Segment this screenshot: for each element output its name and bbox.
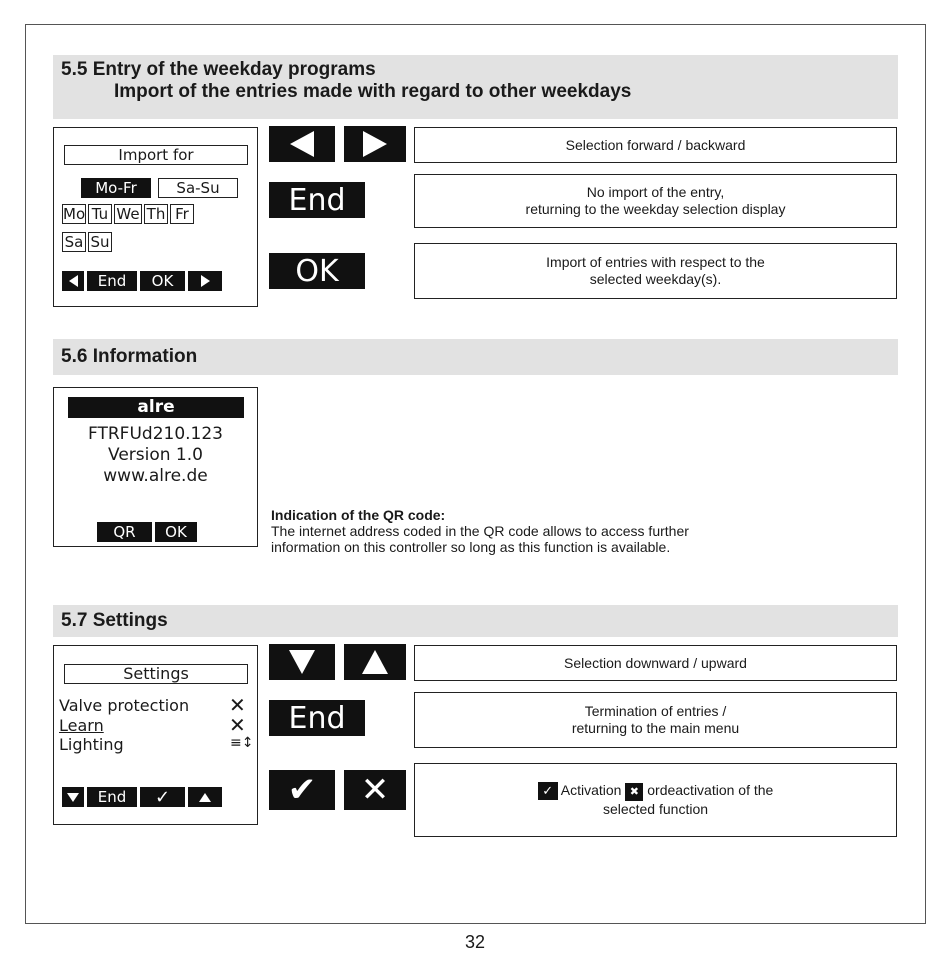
section-5-6-heading [53,339,898,375]
lcd-header: Settings [64,664,248,684]
arrow-left-icon [290,131,314,157]
desc-text-line2: returning to the main menu [571,720,740,736]
deactivation-text: ordeactivation of the [647,782,774,798]
triangle-down-icon [67,793,79,802]
desc-text-line2: selected weekday(s). [589,271,722,287]
softkey-ok[interactable]: OK [140,271,185,291]
softkey-up[interactable] [188,787,222,807]
section-title-line1: 5.5 Entry of the weekday programs [61,59,376,80]
valve-protection-item[interactable]: Valve protection [59,696,190,715]
qr-text-line1: The internet address coded in the QR code allows to access further [271,523,689,539]
desc-selection-downward [414,645,897,681]
model-number: FTRFUd210.123 [88,424,223,444]
cross-icon: ✖ [625,783,643,801]
softkey-down[interactable] [62,787,84,807]
desc-termination [414,692,897,748]
lighting-item[interactable]: Lighting [59,735,124,754]
section-title-line2: Import of the entries made with regard to other weekdays [114,81,632,102]
import-lcd-screen [53,127,258,307]
down-arrow-key[interactable] [269,644,335,680]
left-arrow-key[interactable] [269,126,335,162]
section-title: 5.6 Information [61,346,198,367]
check-icon: ✔ [287,770,317,810]
learn-item[interactable]: Learn [59,716,104,735]
softkey-ok[interactable]: OK [155,522,197,542]
website-url: www.alre.de [103,466,208,486]
arrow-down-icon [289,650,315,674]
option-sa-su[interactable]: Sa-Su [158,178,238,198]
softkey-check[interactable] [140,787,185,807]
section-title: 5.7 Settings [61,610,168,631]
desc-no-import [414,174,897,228]
softkey-end[interactable]: End [87,271,137,291]
lcd-softkey-bar [62,271,222,291]
day-sa[interactable]: Sa [62,232,86,252]
day-su[interactable]: Su [88,232,112,252]
softkey-qr[interactable]: QR [97,522,152,542]
arrow-up-icon [362,650,388,674]
softkey-right[interactable] [188,271,222,291]
version-text: Version 1.0 [108,445,203,465]
cross-icon: ✕ [229,713,246,737]
arrow-right-icon [363,131,387,157]
desc-text: Selection downward / upward [564,654,747,671]
end-key[interactable]: End [269,700,365,736]
desc-text-line1: Termination of entries / [584,703,727,719]
settings-lcd-screen [53,645,258,825]
check-key[interactable] [269,770,335,810]
triangle-up-icon [199,793,211,802]
option-mo-fr[interactable]: Mo-Fr [81,178,151,198]
softkey-end[interactable]: End [87,787,137,807]
qr-info-block [271,507,689,555]
day-tu[interactable]: Tu [88,204,112,224]
desc-text-line1: Import of entries with respect to the [546,254,765,270]
triangle-left-icon [69,275,78,287]
adjust-icon: ≡↕ [230,735,254,751]
desc-activation [414,763,897,837]
right-arrow-key[interactable] [344,126,406,162]
desc-import-entries [414,243,897,299]
section-5-5-heading [53,55,898,119]
desc-text-line1: No import of the entry, [586,184,725,200]
lcd-softkey-bar [97,522,197,542]
lcd-header: Import for [64,145,248,165]
cross-key[interactable] [344,770,406,810]
check-icon: ✓ [154,786,171,808]
softkey-left[interactable] [62,271,84,291]
qr-heading: Indication of the QR code: [271,507,446,523]
day-fr[interactable]: Fr [170,204,194,224]
activation-text: Activation [560,782,622,798]
desc-selection-forward [414,127,897,163]
qr-text-line2: information on this controller so long as this function is available. [271,539,671,555]
ok-key[interactable]: OK [269,253,365,289]
desc-text: Selection forward / backward [565,136,746,153]
cross-icon: ✕ [229,693,246,717]
page-number: 32 [464,932,486,952]
brand-logo: alre [68,397,244,418]
lcd-softkey-bar [62,787,222,807]
cross-icon: ✕ [360,770,390,810]
day-mo[interactable]: Mo [63,205,86,223]
desc-text-line2: selected function [602,801,709,817]
up-arrow-key[interactable] [344,644,406,680]
day-th[interactable]: Th [144,204,168,224]
triangle-right-icon [201,275,210,287]
day-we[interactable]: We [114,204,142,224]
check-icon: ✓ [538,782,558,800]
desc-text-line2: returning to the weekday selection display [525,201,786,217]
section-5-7-heading [53,605,898,637]
end-key[interactable]: End [269,182,365,218]
info-lcd-screen [53,387,258,547]
